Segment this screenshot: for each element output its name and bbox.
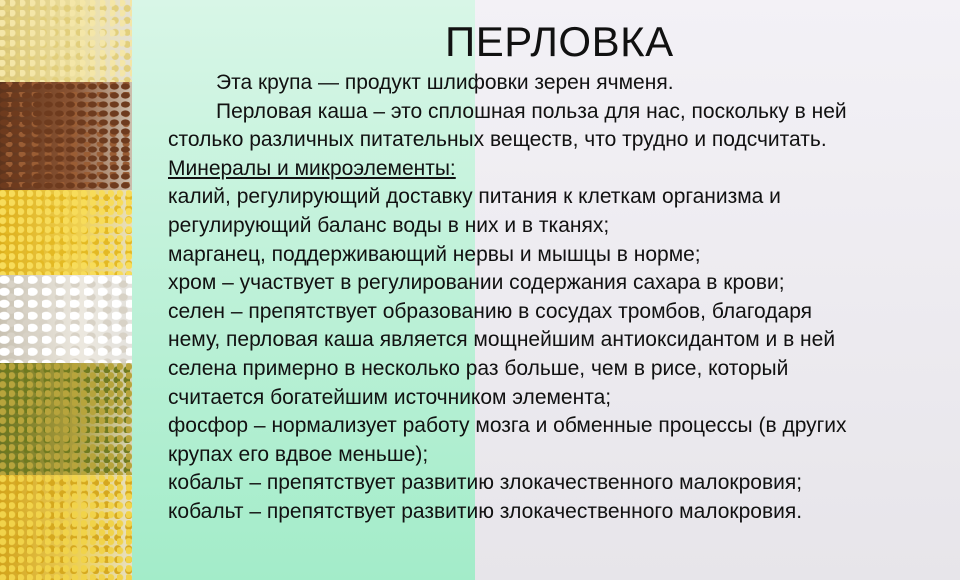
mineral-selenium-cont-3: считается богатейшим источником элемента;	[168, 385, 612, 409]
grain-photo-strip	[0, 0, 132, 580]
mineral-phosphorus-cont: крупах его вдвое меньше);	[168, 442, 429, 466]
slide-title: ПЕРЛОВКА	[445, 18, 674, 65]
oat-flakes	[0, 275, 132, 363]
mineral-selenium-cont-2: селена примерно в несколько раз больше, чем в рисе, который	[168, 356, 789, 380]
mineral-manganese: марганец, поддерживающий нервы и мышцы в норме;	[168, 242, 701, 266]
mineral-selenium: селен – препятствует образованию в сосудах тромбов, благодаря	[168, 299, 813, 323]
mineral-cobalt-repeat: кобальт – препятствует развитию злокачественного малокровия.	[168, 499, 803, 523]
mineral-phosphorus: фосфор – нормализует работу мозга и обменные процессы (в других	[168, 414, 847, 438]
corn-grits	[0, 190, 132, 275]
millet-grains	[0, 0, 132, 82]
slide-body	[168, 69, 948, 527]
mineral-potassium-cont: регулирующий баланс воды в них и в тканях;	[168, 213, 610, 237]
benefit-line-cont: столько различных питательных веществ, что трудно и подсчитать.	[168, 128, 827, 152]
yellow-grits	[0, 475, 132, 580]
mineral-potassium: калий, регулирующий доставку питания к клеткам организма и	[168, 185, 781, 209]
minerals-heading: Минералы и микроэлементы:	[168, 156, 456, 180]
mineral-chromium: хром – участвует в регулировании содержания сахара в крови;	[168, 271, 785, 295]
buckwheat-grains	[0, 82, 132, 190]
benefit-line: Перловая каша – это сплошная польза для нас, поскольку в ней	[216, 99, 847, 123]
green-grains	[0, 363, 132, 475]
mineral-cobalt: кобальт – препятствует развитию злокачественного малокровия;	[168, 471, 803, 495]
intro-line: Эта крупа — продукт шлифовки зерен ячменя.	[216, 71, 674, 94]
mineral-selenium-cont-1: нему, перловая каша является мощнейшим антиоксидантом и в ней	[168, 328, 836, 352]
